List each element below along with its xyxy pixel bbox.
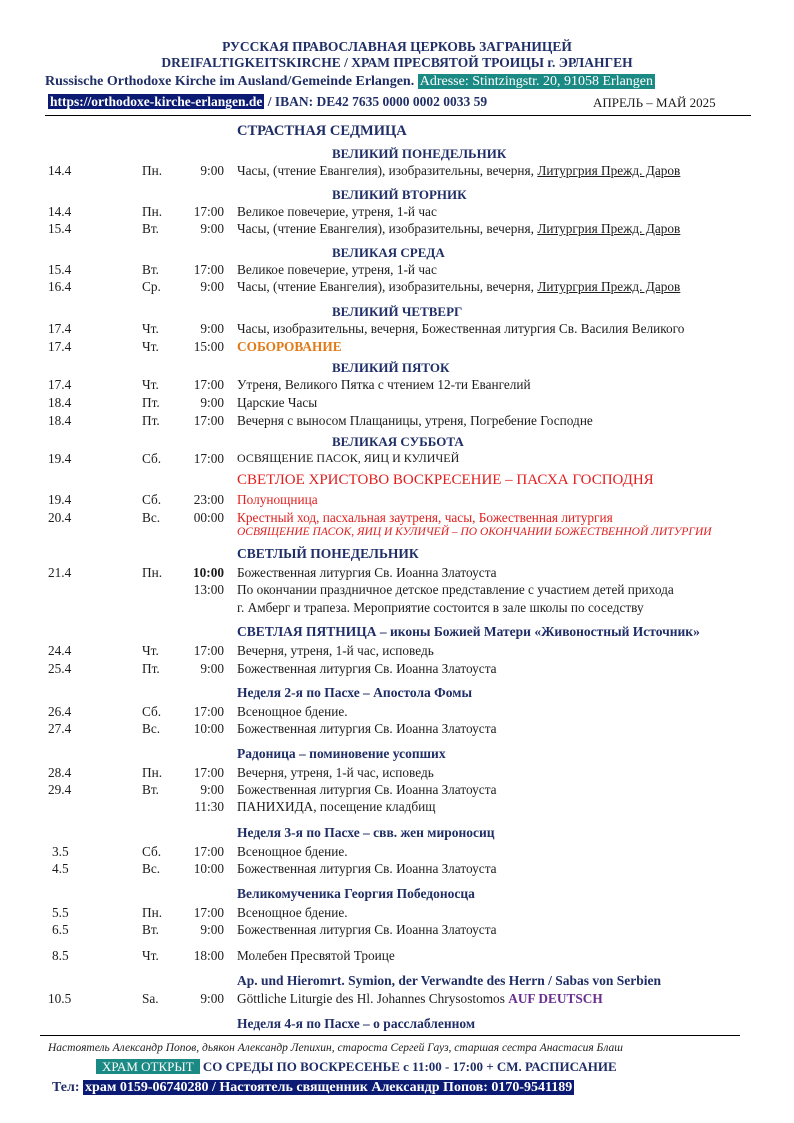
row-text: Божественная литургия Св. Иоанна Златоуста — [237, 922, 497, 937]
row-date: 29.4 — [48, 782, 72, 797]
row-time: 9:00 — [200, 221, 224, 236]
row-text: СОБОРОВАНИЕ — [237, 339, 342, 354]
row-extra: AUF DEUTSCH — [508, 991, 603, 1006]
row-text: Великое повечерие, утреня, 1-й час — [237, 262, 437, 277]
section-title-radonitsa: Радоница – поминовение усопших — [237, 746, 446, 761]
row-date: 24.4 — [48, 643, 72, 658]
pascha-title: СВЕТЛОЕ ХРИСТОВО ВОСКРЕСЕНИЕ – ПАСХА ГОСПОДНЯ — [237, 472, 654, 488]
row-date: 17.4 — [48, 321, 72, 336]
row-day: Сб. — [142, 492, 162, 507]
header-rule — [45, 115, 751, 116]
row-time: 17:00 — [193, 704, 224, 719]
row-text: Божественная литургия Св. Иоанна Златоуста — [237, 661, 497, 676]
row-text-main: Часы, (чтение Евангелия), изобразительны, вечерня, — [237, 163, 534, 178]
row-text: Крестный ход, пасхальная заутреня, часы, Божественная литургия — [237, 510, 613, 525]
row-day: Пн. — [142, 163, 163, 178]
row-text: Полунощница — [237, 492, 318, 507]
row-day: Вт. — [142, 922, 160, 937]
row-text: ПАНИХИДА, посещение кладбищ — [237, 799, 436, 814]
row-time: 17:00 — [193, 262, 224, 277]
row-text — [237, 162, 680, 179]
row-time: 18:00 — [193, 948, 224, 963]
row-text: Вечерня, утреня, 1-й час, исповедь — [237, 765, 434, 780]
row-date: 14.4 — [48, 163, 72, 178]
row-text-cont: г. Амберг и трапеза. Мероприятие состоится в зале школы по соседству — [237, 600, 644, 615]
row-day: Сб. — [142, 451, 162, 466]
schedule-row — [0, 338, 794, 355]
row-day: Чт. — [142, 339, 159, 354]
row-date: 15.4 — [48, 262, 72, 277]
row-day: Пн. — [142, 565, 163, 580]
row-text: Божественная литургия Св. Иоанна Златоуста — [237, 861, 497, 876]
row-day: Пт. — [142, 413, 160, 428]
row-day: Вс. — [142, 861, 161, 876]
row-text — [237, 278, 680, 295]
row-text: Часы, изобразительны, вечерня, Божественная литургия Св. Василия Великого — [237, 321, 685, 336]
row-text: Божественная литургия Св. Иоанна Златоуста — [237, 565, 497, 580]
row-time: 17:00 — [193, 451, 224, 466]
section-title-myrrh: Неделя 3-я по Пасхе – свв. жен мироносиц — [237, 825, 495, 840]
row-day: Пн. — [142, 905, 163, 920]
footer-open-hours — [96, 1059, 617, 1075]
address: Adresse: Stintzingstr. 20, 91058 Erlangen — [419, 74, 654, 89]
row-text — [237, 220, 680, 237]
schedule-row — [0, 599, 794, 616]
header-line1: РУССКАЯ ПРАВОСЛАВНАЯ ЦЕРКОВЬ ЗАГРАНИЦЕЙ — [222, 39, 572, 54]
row-time: 17:00 — [193, 905, 224, 920]
schedule-row — [0, 203, 794, 220]
row-time: 17:00 — [193, 844, 224, 859]
row-time: 17:00 — [193, 765, 224, 780]
open-label: ХРАМ ОТКРЫТ — [96, 1059, 200, 1074]
header-line3 — [45, 74, 755, 90]
row-time: 9:00 — [200, 395, 224, 410]
row-date: 18.4 — [48, 413, 72, 428]
schedule-row — [0, 581, 794, 598]
schedule-row — [0, 491, 794, 508]
row-time: 17:00 — [193, 204, 224, 219]
schedule-row — [0, 660, 794, 677]
row-time: 00:00 — [193, 510, 224, 525]
row-day: Чт. — [142, 377, 159, 392]
day-title-fri: ВЕЛИКИЙ ПЯТОК — [332, 360, 450, 375]
section-title-thomas: Неделя 2-я по Пасхе – Апостола Фомы — [237, 685, 473, 700]
schedule-row — [0, 781, 794, 798]
website-link[interactable]: https://orthodoxe-kirche-erlangen.de — [50, 94, 263, 109]
row-date: 17.4 — [48, 339, 72, 354]
row-day: Пт. — [142, 661, 160, 676]
schedule-row — [0, 320, 794, 337]
schedule-row — [0, 412, 794, 429]
row-date: 8.5 — [52, 948, 69, 963]
schedule-row — [0, 278, 794, 295]
row-time: 10:00 — [192, 565, 224, 580]
row-date: 14.4 — [48, 204, 72, 219]
row-time: 9:00 — [200, 782, 224, 797]
row-time: 15:00 — [193, 339, 224, 354]
row-date: 4.5 — [52, 861, 69, 876]
header-line2: DREIFALTIGKEITSKIRCHE / ХРАМ ПРЕСВЯТОЙ ТРОИЦЫ г. ЭРЛАНГЕН — [161, 55, 633, 70]
row-day: Вт. — [142, 221, 160, 236]
period: АПРЕЛЬ – МАЙ 2025 — [593, 95, 716, 110]
row-time: 13:00 — [193, 582, 224, 597]
row-day: Вс. — [142, 510, 161, 525]
schedule-row — [0, 376, 794, 393]
row-date: 27.4 — [48, 721, 72, 736]
schedule-row — [0, 450, 794, 467]
schedule-row — [0, 220, 794, 237]
row-time: 17:00 — [193, 377, 224, 392]
row-text-main: Göttliche Liturgie des Hl. Johannes Chrysostomos — [237, 991, 505, 1006]
schedule-row — [0, 261, 794, 278]
footer-clergy: Настоятель Александр Попов, дьякон Александр Лепихин, староста Сергей Гауз, старшая сестра Анастасия Блаш — [48, 1042, 623, 1054]
row-text — [237, 990, 603, 1007]
day-title-wed: ВЕЛИКАЯ СРЕДА — [332, 245, 445, 260]
row-text: Вечерня, утреня, 1-й час, исповедь — [237, 643, 434, 658]
schedule-row — [0, 798, 794, 815]
row-day: Вс. — [142, 721, 161, 736]
footer-phone — [52, 1080, 574, 1096]
day-title-sat: ВЕЛИКАЯ СУББОТА — [332, 434, 464, 449]
section-title-paralytic: Неделя 4-я по Пасхе – о расслабленном — [237, 1016, 476, 1031]
row-text: Утреня, Великого Пятка с чтением 12-ти Евангелий — [237, 377, 531, 392]
schedule-row — [0, 162, 794, 179]
row-day: Ср. — [142, 279, 161, 294]
row-text: Великое повечерие, утреня, 1-й час — [237, 204, 437, 219]
row-time: 10:00 — [193, 861, 224, 876]
schedule-row — [0, 843, 794, 860]
row-day: Чт. — [142, 321, 159, 336]
open-text: СО СРЕДЫ ПО ВОСКРЕСЕНЬЕ с 11:00 - 17:00 + СМ. РАСПИСАНИЕ — [202, 1059, 617, 1074]
row-time: 9:00 — [200, 321, 224, 336]
row-text-main: Часы, (чтение Евангелия), изобразительны, вечерня, — [237, 279, 534, 294]
row-time: 9:00 — [200, 922, 224, 937]
day-title-thu: ВЕЛИКИЙ ЧЕТВЕРГ — [332, 304, 463, 319]
schedule-row — [0, 860, 794, 877]
row-day: Sa. — [142, 991, 159, 1006]
footer-rule — [40, 1035, 740, 1036]
row-day: Пн. — [142, 204, 163, 219]
row-day: Сб. — [142, 704, 162, 719]
row-day: Сб. — [142, 844, 162, 859]
row-time: 9:00 — [200, 279, 224, 294]
schedule-row — [0, 642, 794, 659]
schedule-row — [0, 947, 794, 964]
row-link: Литургрия Прежд. Даров — [537, 279, 681, 294]
row-link: Литургрия Прежд. Даров — [537, 221, 681, 236]
tel-label: Тел: — [52, 1080, 80, 1095]
row-date: 26.4 — [48, 704, 72, 719]
row-text-main: Часы, (чтение Евангелия), изобразительны, вечерня, — [237, 221, 534, 236]
schedule-row — [0, 921, 794, 938]
row-text: Вечерня с выносом Плащаницы, утреня, Погребение Господне — [237, 413, 593, 428]
schedule-row — [0, 720, 794, 737]
row-date: 15.4 — [48, 221, 72, 236]
row-time: 9:00 — [200, 163, 224, 178]
schedule-row — [0, 904, 794, 921]
row-text: ОСВЯЩЕНИЕ ПАСОК, ЯИЦ И КУЛИЧЕЙ — [237, 451, 460, 465]
row-note: ОСВЯЩЕНИЕ ПАСОК, ЯИЦ И КУЛИЧЕЙ – ПО ОКОНЧАНИИ БОЖЕСТВЕННОЙ ЛИТУРГИИ — [237, 526, 712, 538]
row-date: 6.5 — [52, 922, 69, 937]
row-day: Чт. — [142, 643, 159, 658]
row-date: 19.4 — [48, 492, 72, 507]
schedule-note — [0, 524, 794, 541]
row-day: Пт. — [142, 395, 160, 410]
row-day: Пн. — [142, 765, 163, 780]
row-date: 25.4 — [48, 661, 72, 676]
row-date: 3.5 — [52, 844, 69, 859]
day-title-mon: ВЕЛИКИЙ ПОНЕДЕЛЬНИК — [332, 146, 507, 161]
row-time: 17:00 — [193, 643, 224, 658]
row-date: 20.4 — [48, 510, 72, 525]
schedule-row — [0, 564, 794, 581]
row-text: Божественная литургия Св. Иоанна Златоуста — [237, 782, 497, 797]
row-day: Чт. — [142, 948, 159, 963]
schedule-row — [0, 990, 794, 1007]
tel-text: храм 0159-06740280 / Настоятель священник Александр Попов: 0170-9541189 — [85, 1080, 573, 1095]
day-title-tue: ВЕЛИКИЙ ВТОРНИК — [332, 187, 467, 202]
section-title-symion: Ap. und Hieromrt. Symion, der Verwandte des Herrn / Sabas von Serbien — [237, 973, 662, 988]
row-date: 17.4 — [48, 377, 72, 392]
row-time: 23:00 — [193, 492, 224, 507]
row-text: Всенощное бдение. — [237, 704, 348, 719]
row-time: 9:00 — [200, 991, 224, 1006]
row-text: Царские Часы — [237, 395, 318, 410]
row-date: 10.5 — [48, 991, 72, 1006]
row-link: Литургрия Прежд. Даров — [537, 163, 681, 178]
row-date: 16.4 — [48, 279, 72, 294]
row-time: 9:00 — [200, 661, 224, 676]
row-time: 11:30 — [194, 799, 224, 814]
row-text: Божественная литургия Св. Иоанна Златоуста — [237, 721, 497, 736]
header-line4 — [48, 94, 754, 110]
row-time: 17:00 — [193, 413, 224, 428]
church-name-de: Russische Orthodoxe Kirche im Ausland/Gemeinde Erlangen. — [45, 74, 415, 89]
row-day: Вт. — [142, 782, 160, 797]
row-day: Вт. — [142, 262, 160, 277]
row-date: 5.5 — [52, 905, 69, 920]
row-text: Всенощное бдение. — [237, 905, 348, 920]
row-date: 19.4 — [48, 451, 72, 466]
row-text: По окончании праздничное детское представление с участием детей прихода — [237, 582, 674, 597]
row-date: 21.4 — [48, 565, 72, 580]
schedule-row — [0, 764, 794, 781]
row-text: Всенощное бдение. — [237, 844, 348, 859]
week-title: СТРАСТНАЯ СЕДМИЦА — [237, 123, 407, 139]
iban: / IBAN: DE42 7635 0000 0002 0033 59 — [267, 94, 488, 109]
schedule-row — [0, 703, 794, 720]
row-date: 18.4 — [48, 395, 72, 410]
section-title-bright-mon: СВЕТЛЫЙ ПОНЕДЕЛЬНИК — [237, 546, 419, 561]
section-title-bright-fri: СВЕТЛАЯ ПЯТНИЦА – иконы Божией Матери «Живоностный Источник» — [237, 624, 700, 639]
section-title-george: Великомученика Георгия Победоносца — [237, 886, 475, 901]
schedule-row — [0, 394, 794, 411]
row-time: 10:00 — [193, 721, 224, 736]
row-date: 28.4 — [48, 765, 72, 780]
row-text: Молебен Пресвятой Троице — [237, 948, 395, 963]
